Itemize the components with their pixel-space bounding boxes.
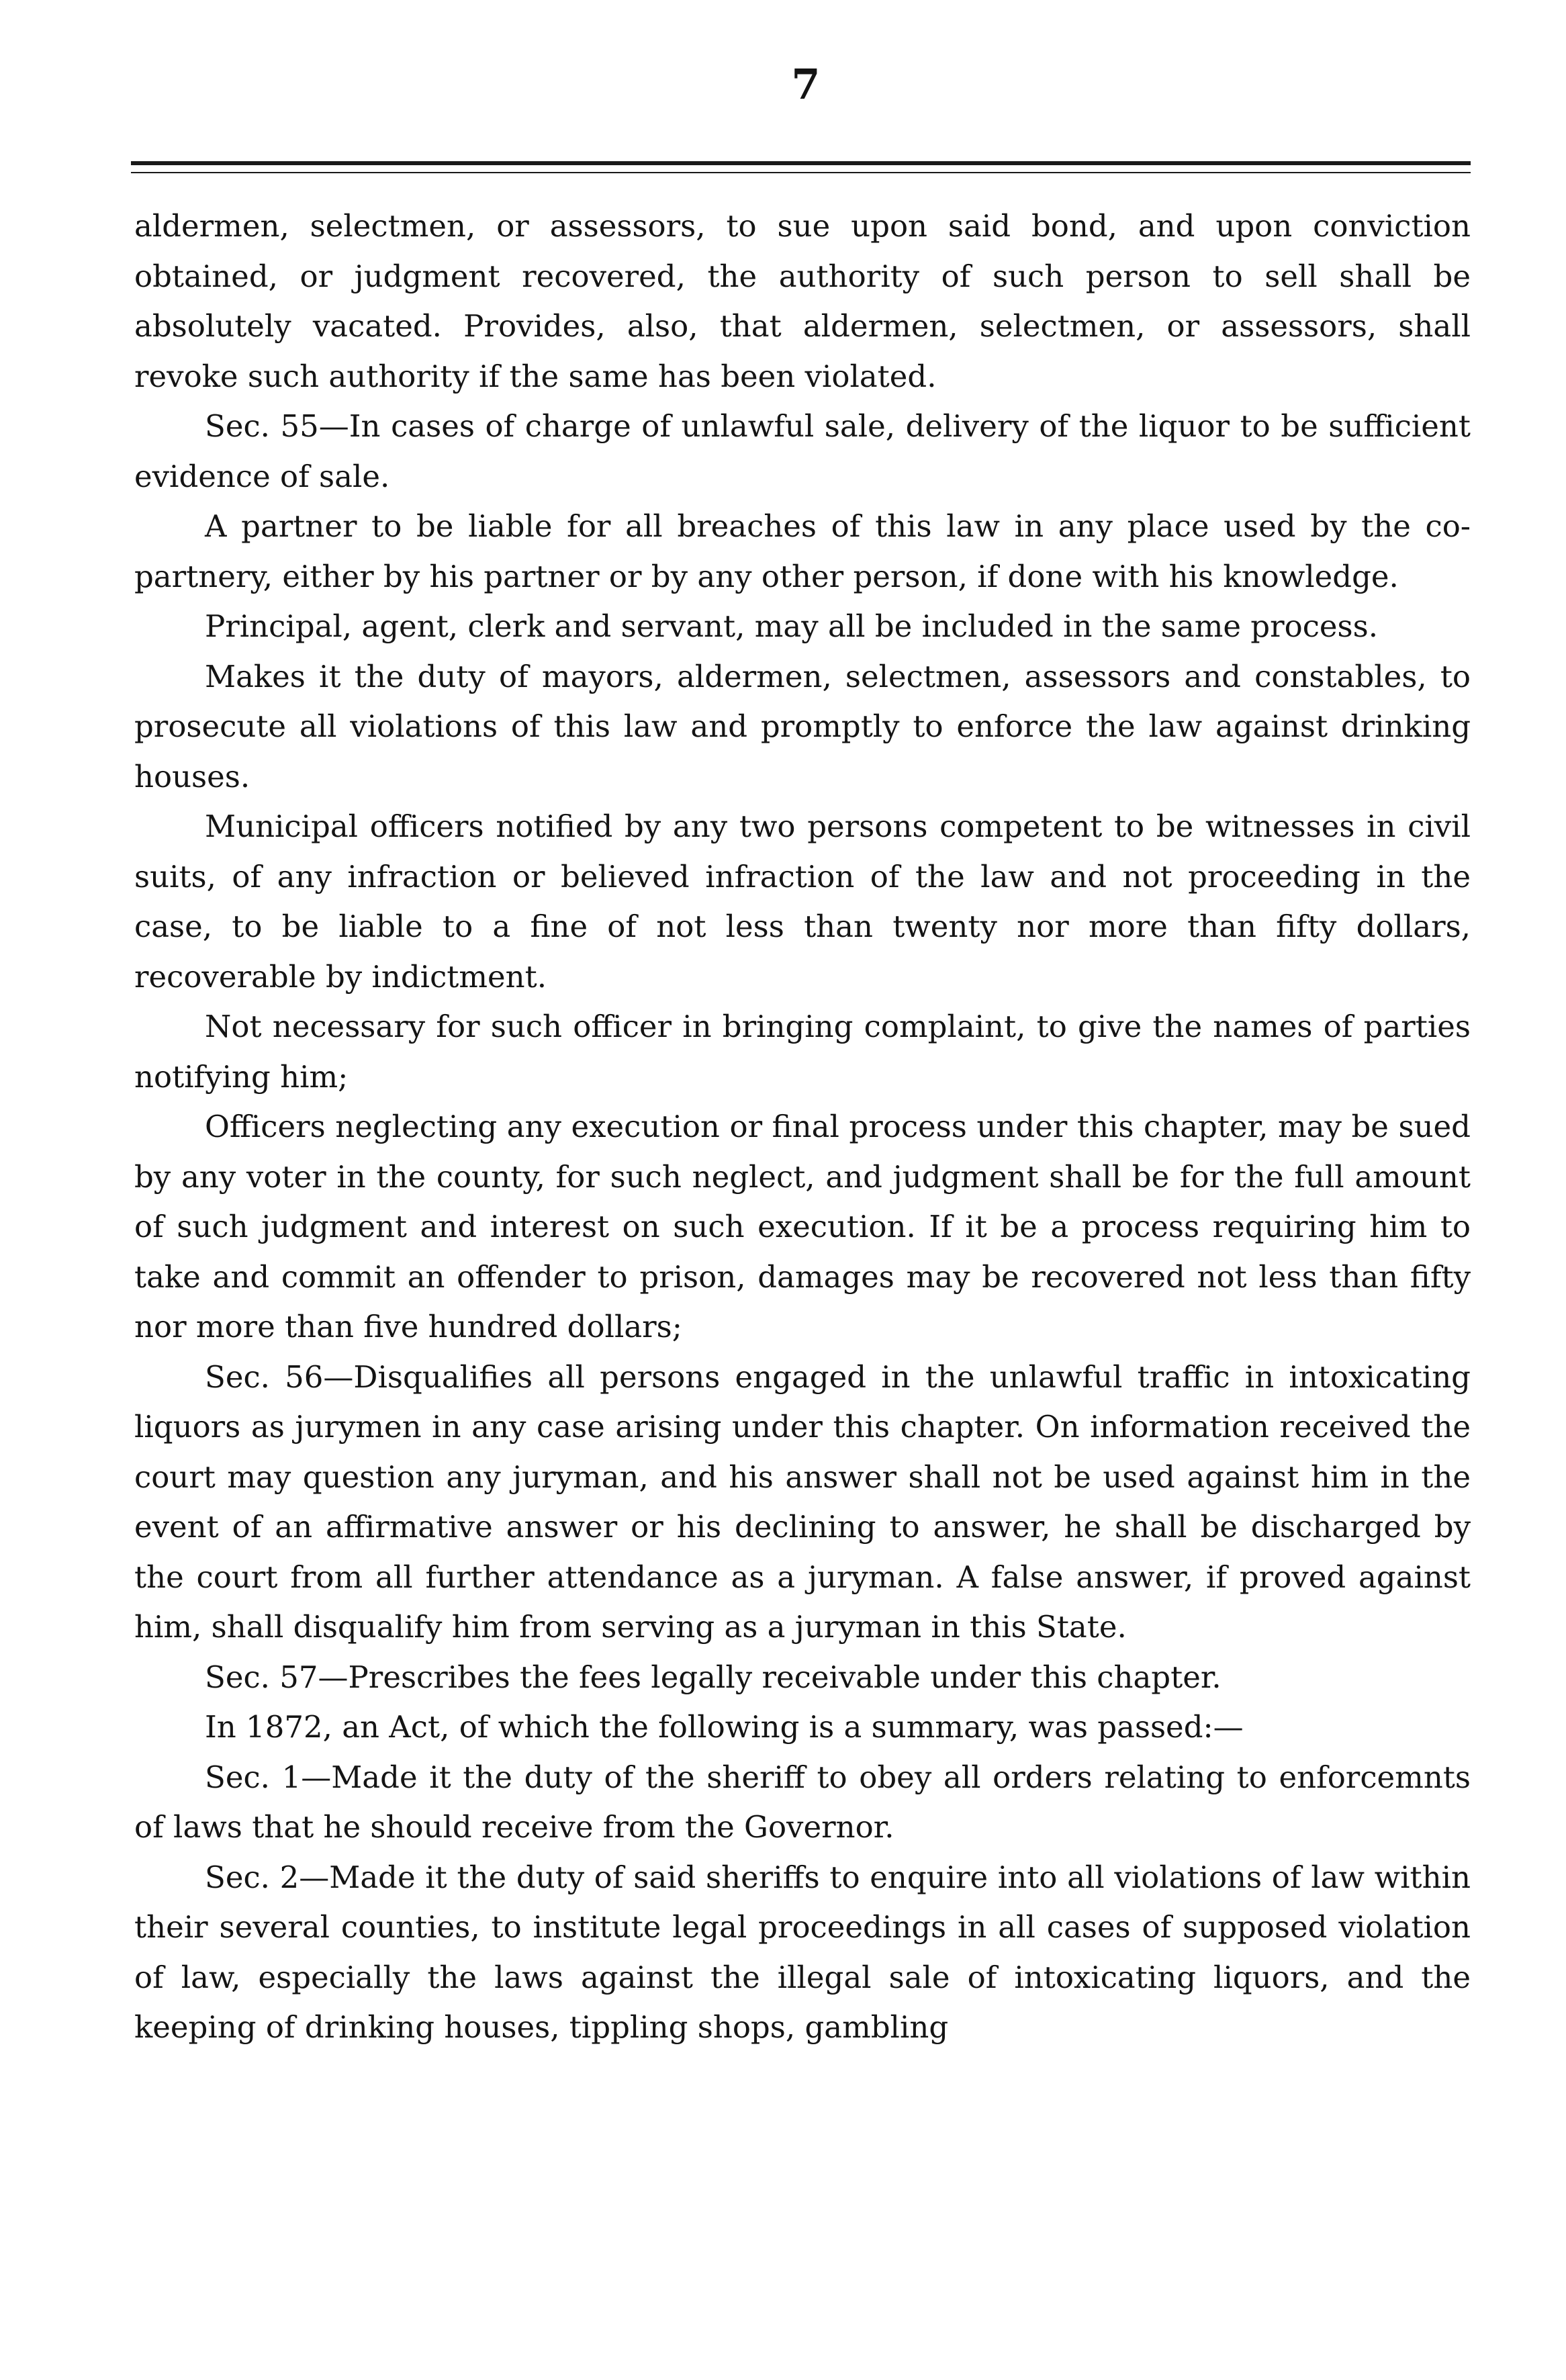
page-number: 7: [791, 60, 821, 109]
paragraph: Sec. 55—In cases of charge of unlawful sale, delivery of the liquor to be sufficient evidence of sale.: [134, 408, 1471, 494]
paragraph: Principal, agent, clerk and servant, may all be included in the same process.: [205, 608, 1379, 644]
paragraph: A partner to be liable for all breaches of this law in any place used by the co-partnery, either by his partner or by any other person, if done with his knowledge.: [134, 508, 1471, 594]
paragraph: Municipal officers notified by any two persons competent to be witnesses in civil suits, of any infraction or believed infraction of the law and not proceeding in the case, to be liable to a fine of not less than twenty nor more than fifty dollars, recoverable by indictment.: [134, 809, 1471, 995]
paragraph: Not necessary for such officer in bringing complaint, to give the names of parties notifying him;: [134, 1009, 1471, 1095]
paragraph: Sec. 1—Made it the duty of the sheriff to obey all orders relating to enforcemnts of laws that he should receive from the Governor.: [134, 1759, 1471, 1845]
paragraph: Officers neglecting any execution or final process under this chapter, may be sued by any voter in the county, for such neglect, and judgment shall be for the full amount of such judgment and interest on such execution. If it be a process requiring him to take and commit an offender to prison, damages may be recovered not less than fifty nor more than five hundred dollars;: [134, 1109, 1471, 1344]
paragraph: Sec. 2—Made it the duty of said sheriffs to enquire into all violations of law within their several counties, to institute legal proceedings in all cases of supposed violation of law, especially the laws against the illegal sale of intoxicating liquors, and the keeping of drinking houses, tippling shops, gambling: [134, 1859, 1471, 2045]
paragraph: Sec. 57—Prescribes the fees legally receivable under this chapter.: [205, 1659, 1222, 1695]
header-rule-thin: [131, 172, 1471, 173]
paragraph: In 1872, an Act, of which the following is a summary, was passed:—: [205, 1709, 1244, 1745]
body-text: [134, 201, 1471, 2053]
paragraph: Makes it the duty of mayors, aldermen, selectmen, assessors and constables, to prosecute all violations of this law and promptly to enforce the law against drinking houses.: [134, 658, 1471, 794]
header-rule: [131, 161, 1471, 165]
paragraph: aldermen, selectmen, or assessors, to sue upon said bond, and upon conviction obtained, or judgment recovered, the authority of such person to sell shall be absolutely vacated. Provides, also, that aldermen, selectmen, or assessors, shall revoke such authority if the same has been violated.: [134, 208, 1471, 394]
paragraph: Sec. 56—Disqualifies all persons engaged in the unlawful traffic in intoxicating liquors as jurymen in any case arising under this chapter. On information received the court may question any juryman, and his answer shall not be used against him in the event of an affirmative answer or his declining to answer, he shall be discharged by the court from all further attendance as a juryman. A false answer, if proved against him, shall disqualify him from serving as a juryman in this State.: [134, 1359, 1471, 1645]
